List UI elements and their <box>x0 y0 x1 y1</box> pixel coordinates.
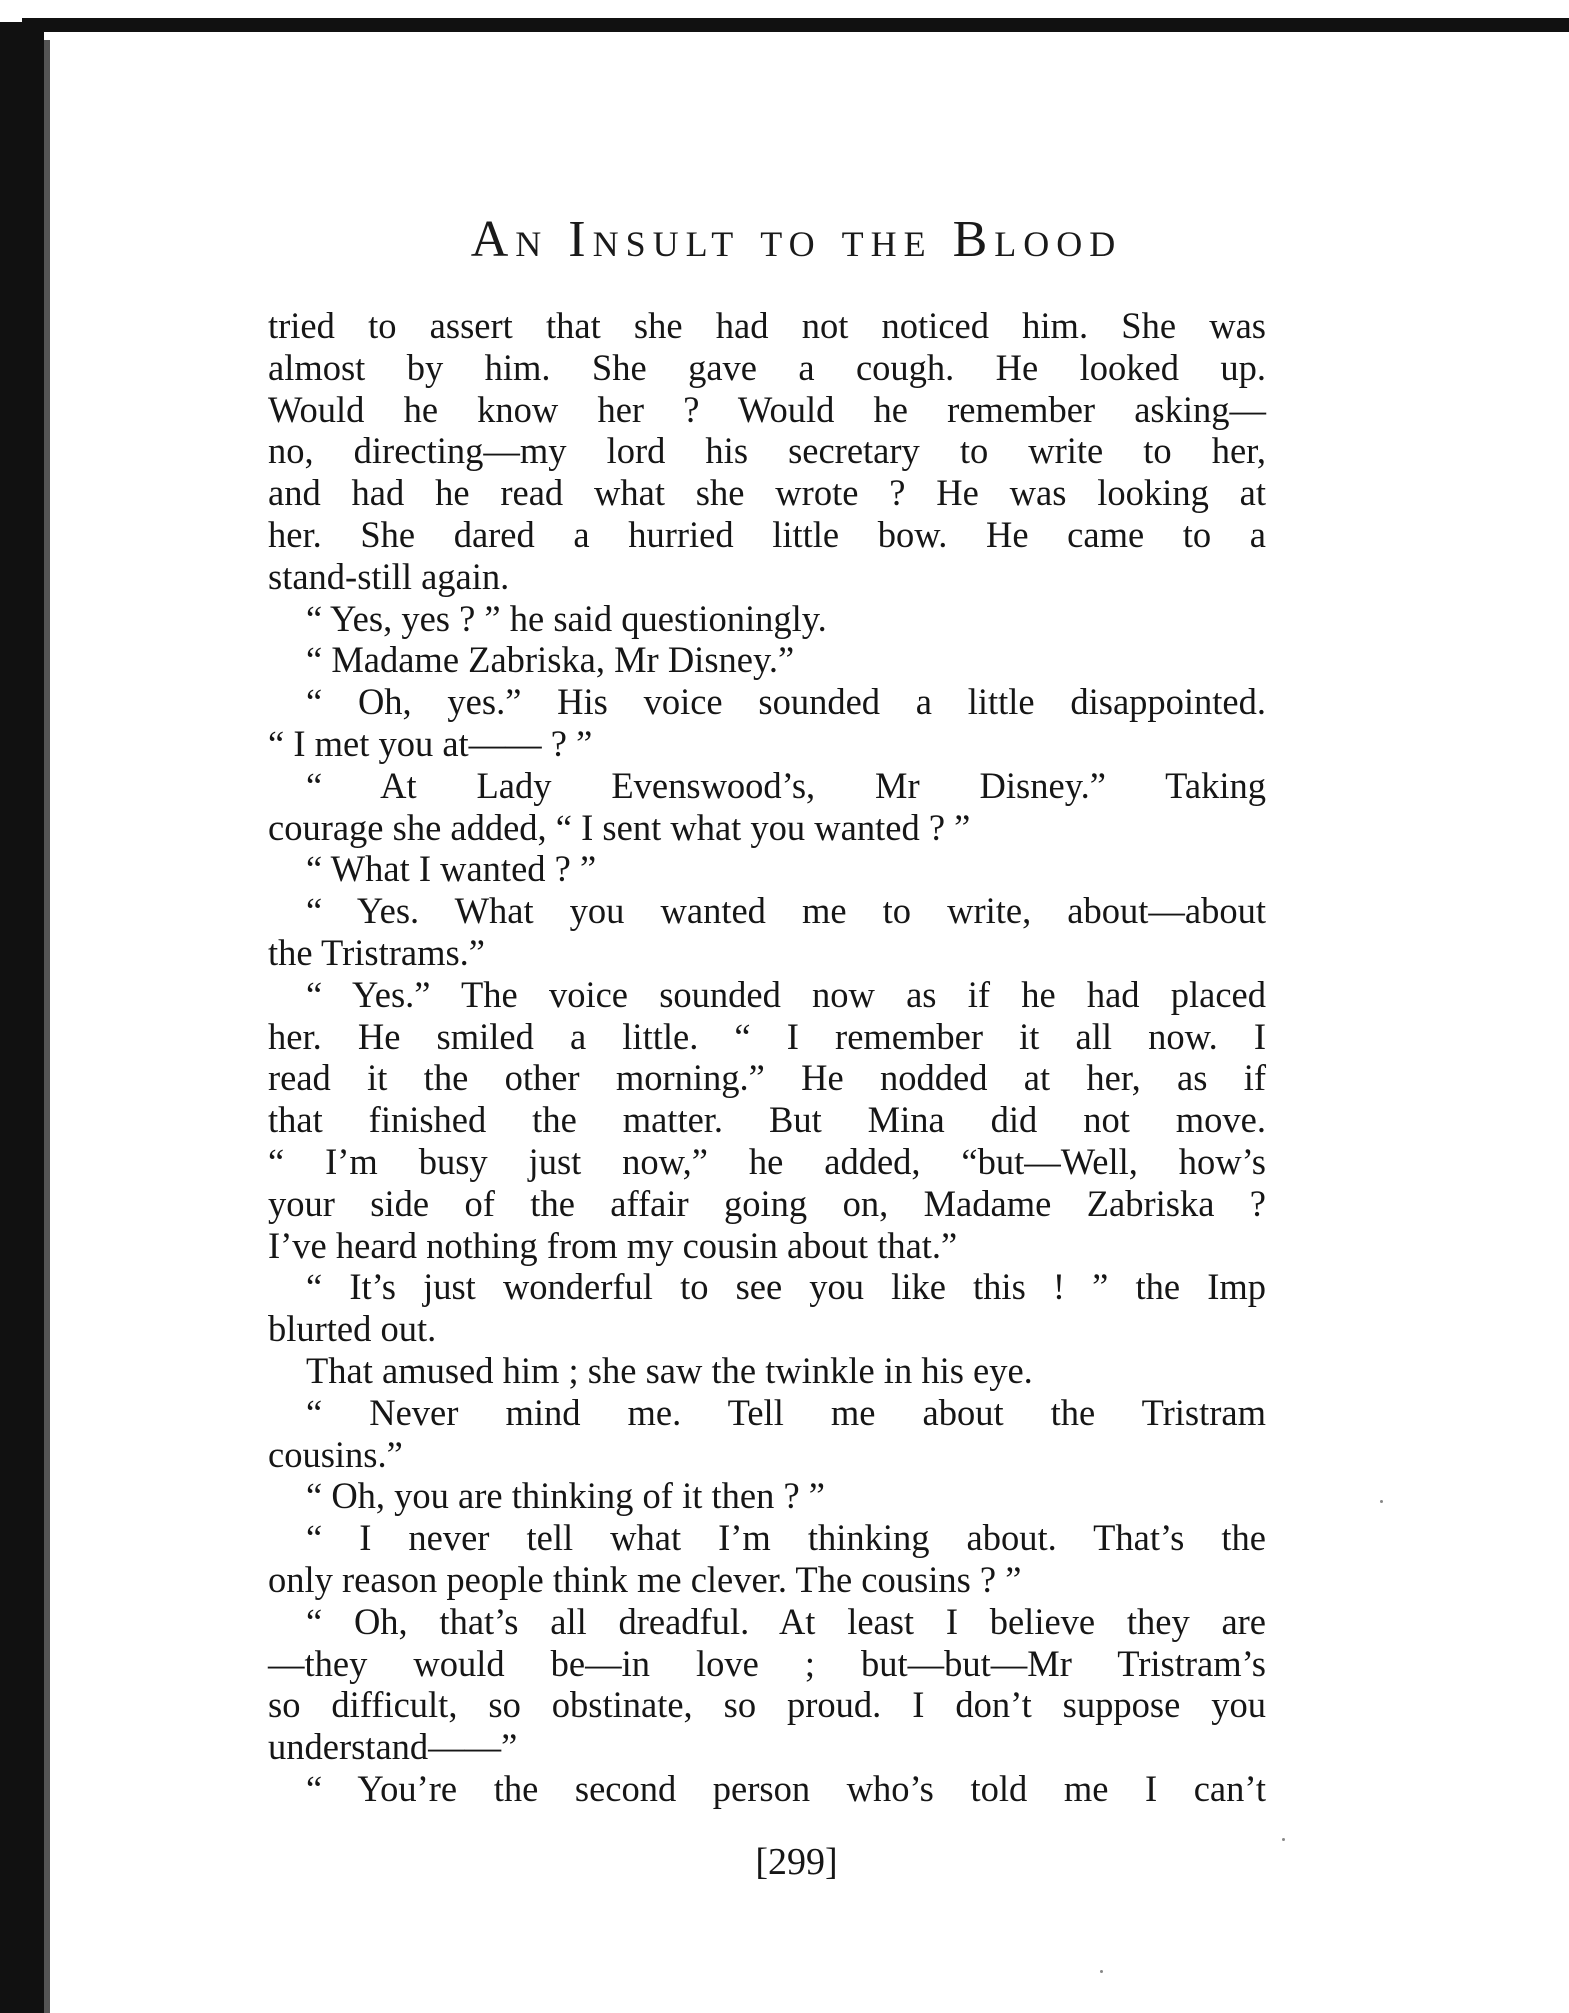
text-line: “ I’m busy just now,” he added, “but—Well, how’s <box>268 1140 1266 1182</box>
text-line: “ Yes.” The voice sounded now as if he had placed <box>306 973 1266 1015</box>
text-line: her. He smiled a little. “ I remember it all now. I <box>268 1015 1266 1057</box>
text-line: “ Oh, yes.” His voice sounded a little disappointed. <box>306 681 1266 723</box>
text-line: stand-still again. <box>268 555 510 597</box>
text-line: “ At Lady Evenswood’s, Mr Disney.” Taking <box>306 764 1266 806</box>
text-line: “ I never tell what I’m thinking about. That’s the <box>306 1517 1266 1559</box>
text-line: “ Never mind me. Tell me about the Tristram <box>306 1391 1266 1433</box>
scan-border-top <box>22 18 1569 32</box>
scan-border-left-shadow <box>44 40 50 2013</box>
scan-speck <box>1380 1500 1383 1503</box>
text-line: “ I met you at—— ? ” <box>268 722 593 764</box>
text-line: your side of the affair going on, Madame Zabriska ? <box>268 1182 1266 1224</box>
text-line: “ Oh, that’s all dreadful. At least I believe they are <box>306 1600 1266 1642</box>
text-line: that finished the matter. But Mina did not move. <box>268 1099 1266 1141</box>
text-line: understand——” <box>268 1726 518 1768</box>
text-line: cousins.” <box>268 1433 403 1475</box>
text-line: Would he know her ? Would he remember asking— <box>268 388 1266 430</box>
running-header: An Insult to the Blood <box>470 211 1123 268</box>
text-line: That amused him ; she saw the twinkle in his eye. <box>306 1349 1033 1391</box>
scan-border-left <box>0 22 44 2013</box>
text-line: blurted out. <box>268 1308 437 1350</box>
text-line: no, directing—my lord his secretary to write to her, <box>268 430 1266 472</box>
page-number: [299] <box>755 1841 838 1883</box>
text-line: “ It’s just wonderful to see you like this ! ” the Imp <box>306 1266 1266 1308</box>
text-line: almost by him. She gave a cough. He looked up. <box>268 346 1266 388</box>
text-line: and had he read what she wrote ? He was looking at <box>268 472 1266 514</box>
text-line: I’ve heard nothing from my cousin about that.” <box>268 1224 958 1266</box>
text-line: courage she added, “ I sent what you wanted ? ” <box>268 806 971 848</box>
text-line: —they would be—in love ; but—but—Mr Tristram’s <box>268 1642 1266 1684</box>
text-line: so difficult, so obstinate, so proud. I don’t suppose you <box>268 1684 1266 1726</box>
scan-speck <box>1100 1970 1103 1973</box>
text-line: only reason people think me clever. The cousins ? ” <box>268 1558 1022 1600</box>
text-line: “ What I wanted ? ” <box>306 848 597 890</box>
text-line: tried to assert that she had not noticed him. She was <box>268 305 1266 346</box>
text-line: read it the other morning.” He nodded at her, as if <box>268 1057 1266 1099</box>
scan-speck <box>1282 1838 1285 1841</box>
text-line: “ You’re the second person who’s told me I can’t <box>306 1767 1266 1809</box>
text-line: “ Oh, you are thinking of it then ? ” <box>306 1475 825 1517</box>
text-line: “ Yes. What you wanted me to write, about—about <box>306 890 1266 932</box>
page-body <box>268 305 1266 1810</box>
text-line: “ Yes, yes ? ” he said questioningly. <box>306 597 827 639</box>
text-line: “ Madame Zabriska, Mr Disney.” <box>306 639 795 681</box>
text-line: her. She dared a hurried little bow. He came to a <box>268 513 1266 555</box>
text-line: the Tristrams.” <box>268 931 485 973</box>
